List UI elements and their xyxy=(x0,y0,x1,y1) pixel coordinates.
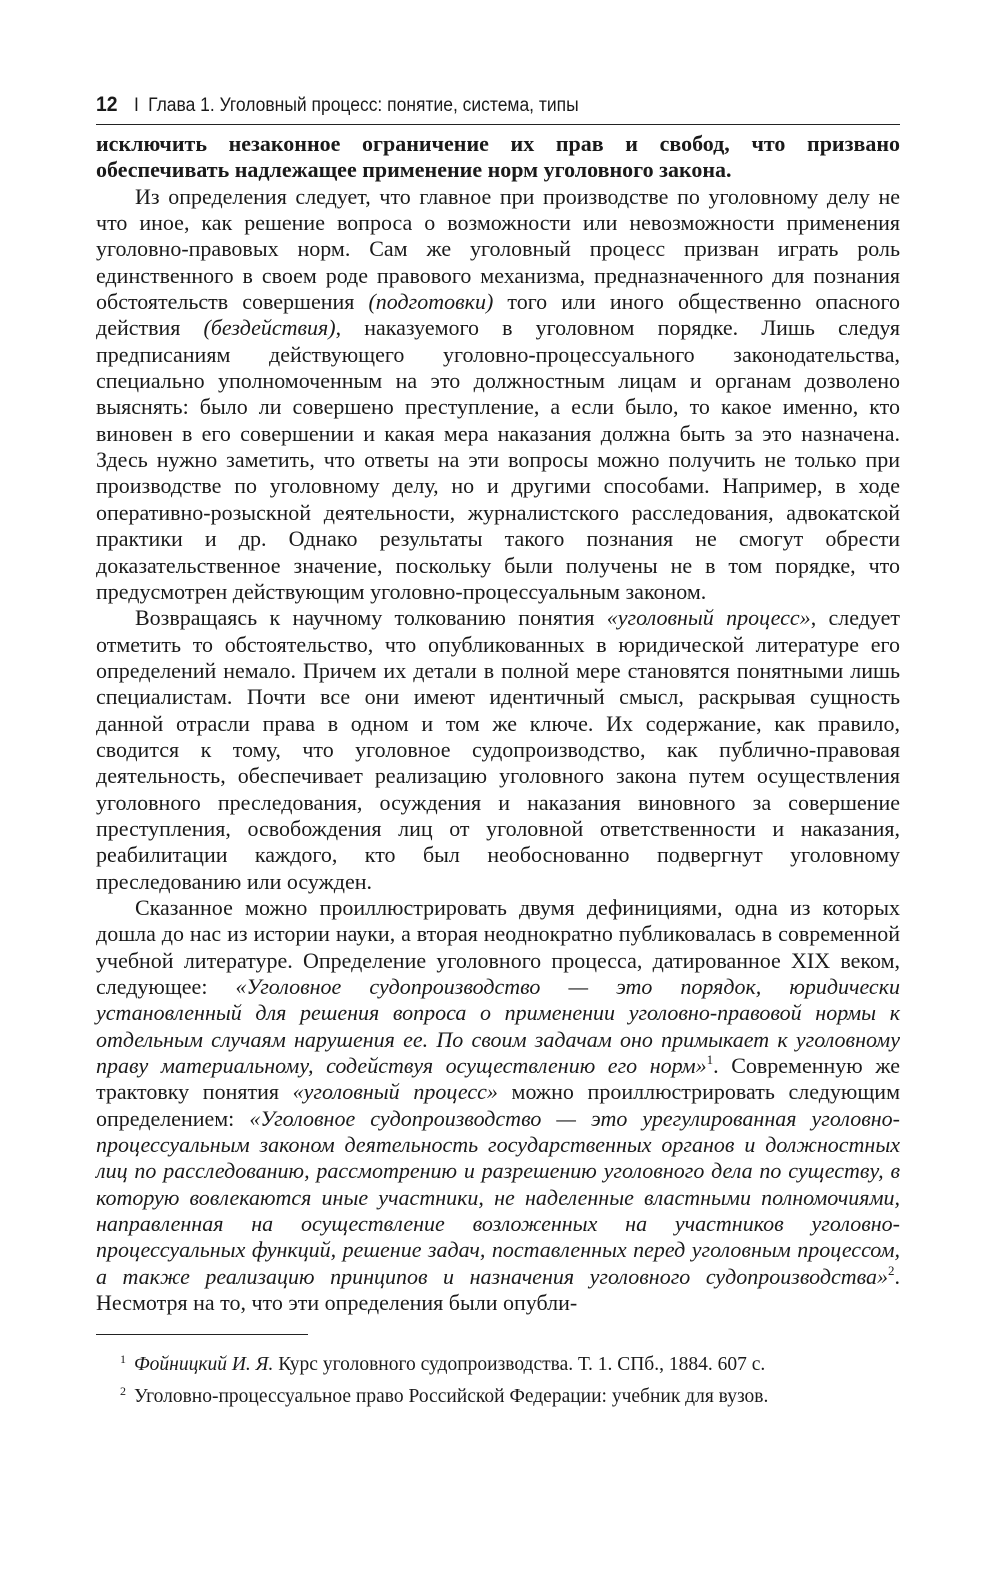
footnote-2-text: Уголовно-процессуальное право Российской Федерации: учебник для вузов. xyxy=(134,1386,769,1408)
running-header xyxy=(96,88,836,122)
p3-text-a: Сказанное можно проиллюстрировать двумя дефинициями, одна из которых дошла до нас из истории науки, а вторая неоднократно публиковалась в современной учебной литературе. Определение уголовного процесса, датированное XIX веком, следующее: xyxy=(96,894,900,999)
footnote-2 xyxy=(96,1381,900,1413)
paragraph-1 xyxy=(96,184,900,606)
p3-quote-1: «Уголовное судопроизводство — это порядок, юридически установленный для решения вопроса о применении уголовно-правовой нормы к отдельным случаям нарушения ее. По своим задачам оно примыкает к уголовному праву материальному, содействуя осуществлению его норм» xyxy=(96,974,900,1079)
footnote-1-author: Фойницкий И. Я. xyxy=(134,1354,274,1376)
footnote-2-mark: 2 xyxy=(120,1384,126,1399)
book-page xyxy=(96,88,900,1413)
footnote-1-mark: 1 xyxy=(120,1352,126,1367)
paragraph-2 xyxy=(96,605,900,895)
body-text xyxy=(96,131,900,1316)
p2-text-c: , следует отметить то обстоятельство, что опубликованных в юридической литературе его определений немало. Причем их детали в полной мере становятся понятными лишь специалистам. Почти все они имеют идентичный смысл, раскрывая сущность данной отрасли права в одном и том же ключе. Их содержание, как правило, сводится к тому, что уголовное судопроизводство, как публично-правовая деятельность, обеспечивает реализацию уголовного закона путем осуществления уголовного преследования, осуждения и наказания виновного за совершение преступления, освобождения лиц от уголовной ответственности и наказания, реабилитации каждого, кто был необоснованно подвергнут уголовному преследованию или осужден. xyxy=(96,605,901,894)
p1-text-a: Из определения следует, что главное при производстве по уголовному делу не что иное, как решение вопроса о возможности или невозможности применения уголовно-правовых норм. Сам же уголовный процесс призван играть роль единственного в своем роде правового механизма, предназначенного для познания обстоятельств совершения xyxy=(96,183,900,315)
p3-text-c: . Современную же трактовку понятия xyxy=(96,1053,901,1105)
page-number: 12 xyxy=(96,93,118,116)
header-separator: I xyxy=(134,95,139,116)
footnote-1 xyxy=(96,1349,900,1381)
paragraph-continuation: исключить незаконное ограничение их прав и свобод, что призвано обеспечивать надлежащее применение норм уголовного закона. xyxy=(96,131,900,183)
p3-text-g: . Несмотря на то, что эти определения были опубли- xyxy=(96,1263,900,1316)
p1-italic-d: (бездействия) xyxy=(203,315,336,341)
footnotes xyxy=(96,1349,900,1413)
paragraph-3 xyxy=(96,895,900,1317)
p2-italic-b: «уголовный процесс» xyxy=(606,605,811,631)
footnote-ref-2[interactable]: 2 xyxy=(888,1262,895,1278)
header-rule xyxy=(96,124,900,125)
p1-text-e: , наказуемого в уголовном порядке. Лишь следуя предписаниям действующего уголовно-процессуального законодательства, специально уполномоченным на это должностным лицам и органам дозволено выяснять: было ли совершено преступление, а если было, то какое именно, кто виновен в его совершении и какая мера наказания должна быть за это назначена. Здесь нужно заметить, что ответы на эти вопросы можно получить не только при производстве по уголовному делу, но и другими способами. Например, в ходе оперативно-розыскной деятельности, журналистского расследования, адвокатской практики и др. Однако результаты такого познания не смогут обрести доказательственное значение, поскольку были получены не в том порядке, что предусмотрен действующим уголовно-процессуальным законом. xyxy=(96,315,901,604)
footnote-rule xyxy=(96,1334,308,1335)
p1-italic-b: (подготовки) xyxy=(368,289,494,315)
p3-quote-2: «Уголовное судопроизводство — это урегулированная уголовно-процессуальным законом деятельность государственных органов и должностных лиц по расследованию, рассмотрению и разрешению уголовного дела по существу, в которую вовлекаются иные участники, не наделенные властными полномочиями, направленная на осуществление возложенных на участников уголовно-процессуальных функций, решение задач, поставленных перед уголовным процессом, а также реализацию принципов и назначения уголовного судопроизводства» xyxy=(96,1105,900,1289)
p3-text-e: можно проиллюстрировать следующим определением: xyxy=(96,1079,901,1131)
p1-text-c: того или иного общественно опасного действия xyxy=(96,289,900,341)
footnote-ref-1[interactable]: 1 xyxy=(706,1052,714,1068)
p2-text-a: Возвращаясь к научному толкованию понятия xyxy=(135,605,607,631)
chapter-title: Глава 1. Уголовный процесс: понятие, система, типы xyxy=(148,95,579,116)
footnote-1-text: Курс уголовного судопроизводства. Т. 1. СПб., 1884. 607 с. xyxy=(273,1354,766,1376)
p3-italic-d: «уголовный процесс» xyxy=(292,1079,498,1105)
